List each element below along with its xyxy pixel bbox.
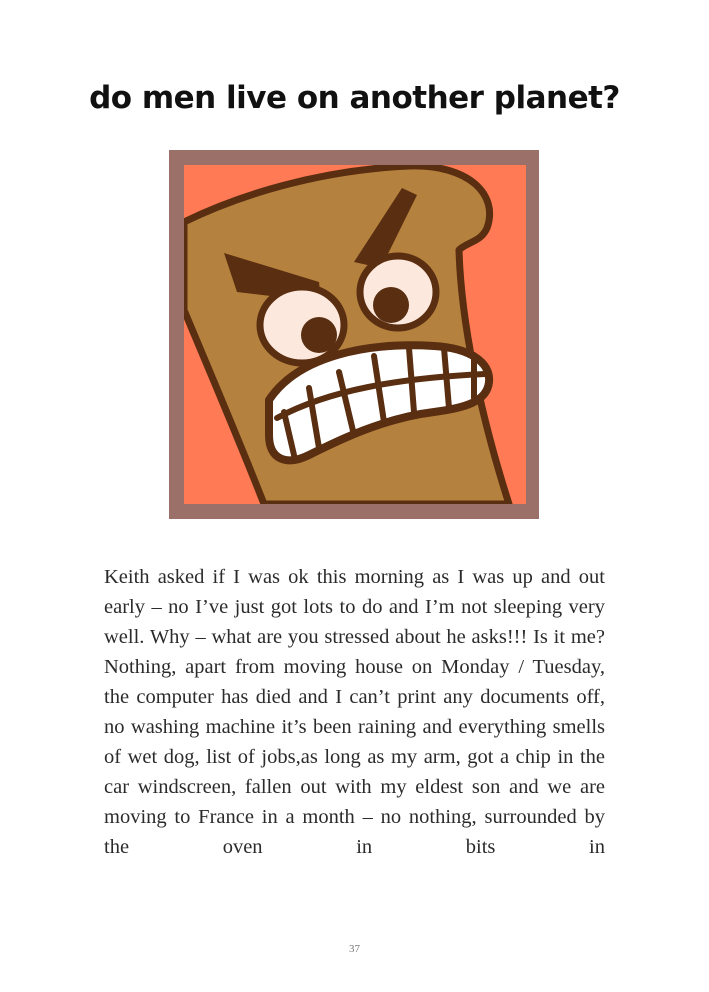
page-title: do men live on another planet? bbox=[89, 80, 620, 116]
right-pupil bbox=[373, 287, 409, 323]
illustration bbox=[169, 150, 539, 519]
angry-toast-icon bbox=[169, 150, 539, 519]
body-text: Keith asked if I was ok this morning as I was up and out early – no I’ve just got lots to do and I’m not sleeping very well. Why – what are you stressed about he asks!!! Is it me? Nothing, apart from moving house on Monday / Tuesday, the computer has died and I can’t print any documents off, no washing machine it’s been raining and everything smells of wet dog, list of jobs,as long as my arm, got a chip in the car windscreen, fallen out with my eldest son and we are moving to France in a month – no nothing, surrounded by the oven in bits in bbox=[104, 566, 605, 858]
left-pupil bbox=[301, 317, 337, 353]
page-number: 37 bbox=[349, 943, 360, 955]
